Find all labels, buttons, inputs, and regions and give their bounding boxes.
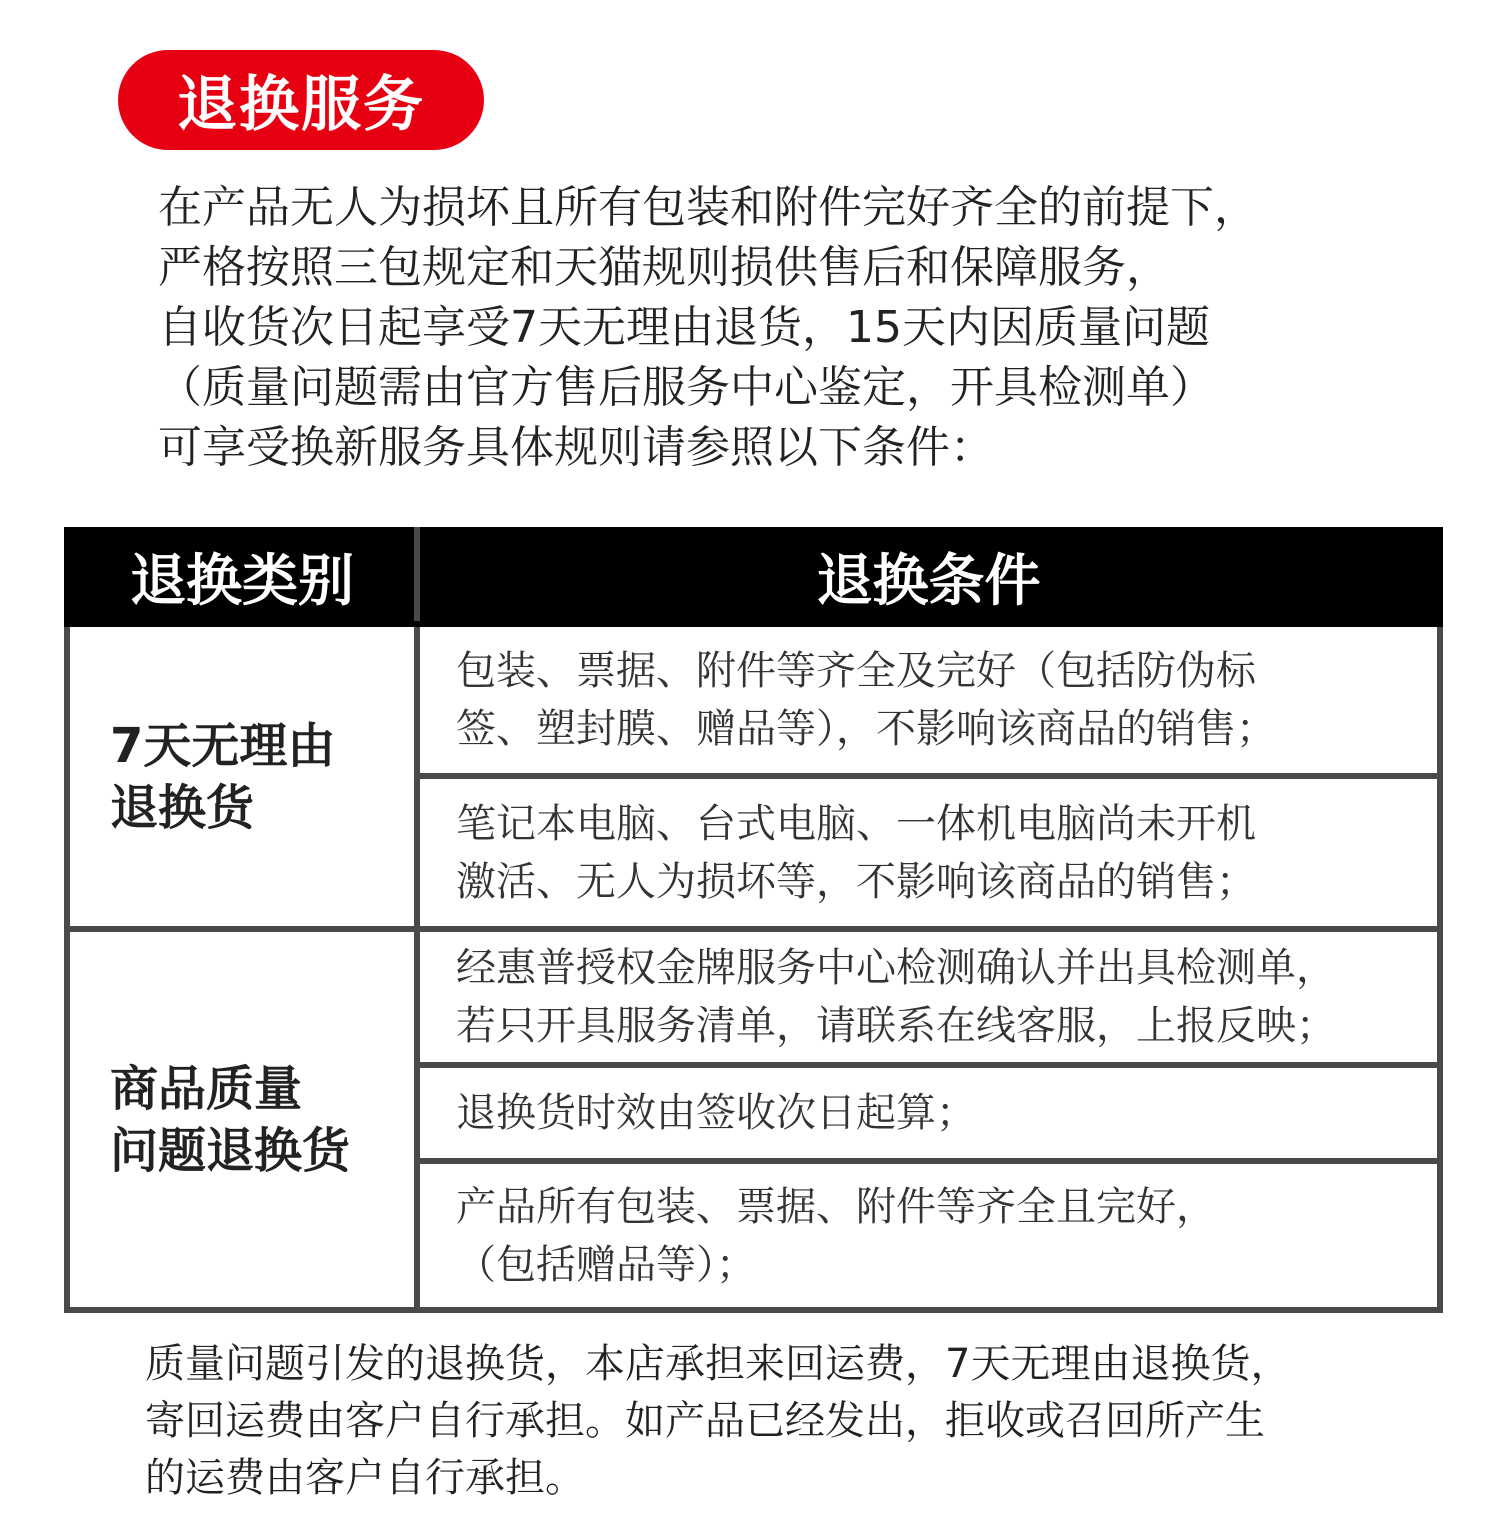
condition-line: 签、塑封膜、赠品等），不影响该商品的销售； (456, 706, 1276, 752)
condition-cell (417, 624, 1440, 776)
footer-note (145, 1336, 1465, 1507)
intro-paragraph (158, 178, 1458, 478)
header-conditions: 退换条件 (417, 530, 1440, 624)
table-row (67, 929, 1440, 1065)
condition-line: （包括赠品等）； (456, 1241, 756, 1288)
intro-line: 严格按照三包规定和天猫规则损供售后和保障服务， (158, 242, 1170, 293)
footer-line: 的运费由客户自行承担。 (145, 1455, 585, 1501)
table-header-row (67, 530, 1440, 624)
category-line: 7天无理由 (110, 717, 336, 774)
condition-line: 笔记本电脑、台式电脑、一体机电脑尚未开机 (456, 800, 1256, 847)
condition-cell (417, 929, 1440, 1065)
condition-line: 经惠普授权金牌服务中心检测确认并出具检测单， (456, 945, 1336, 991)
footer-line: 寄回运费由客户自行承担。如产品已经发出，拒收或召回所产生 (145, 1398, 1265, 1444)
condition-cell (417, 776, 1440, 929)
intro-line: 可享受换新服务具体规则请参照以下条件： (158, 422, 994, 473)
condition-line: 激活、无人为损坏等，不影响该商品的销售； (456, 858, 1256, 905)
condition-line: 产品所有包装、票据、附件等齐全且完好， (456, 1183, 1216, 1230)
page-title: 退换服务 (177, 70, 425, 140)
condition-cell (417, 1161, 1440, 1310)
title-badge (118, 50, 484, 150)
category-cell (67, 929, 417, 1310)
intro-line: 自收货次日起享受7天无理由退货，15天内因质量问题 (158, 302, 1210, 353)
category-line: 问题退换货 (110, 1122, 351, 1179)
condition-line: 包装、票据、附件等齐全及完好（包括防伪标 (456, 648, 1256, 694)
category-line: 退换货 (110, 779, 255, 836)
condition-line: 退换货时效由签收次日起算； (456, 1090, 976, 1136)
header-category: 退换类别 (67, 530, 417, 624)
intro-line: （质量问题需由官方售后服务中心鉴定，开具检测单） (158, 362, 1214, 413)
category-cell (67, 624, 417, 929)
intro-line: 在产品无人为损坏且所有包装和附件完好齐全的前提下， (158, 182, 1258, 233)
category-line: 商品质量 (110, 1060, 303, 1117)
return-policy-table (64, 527, 1443, 1313)
condition-cell (417, 1065, 1440, 1161)
condition-line: 若只开具服务清单，请联系在线客服，上报反映； (456, 1003, 1336, 1049)
table-row (67, 624, 1440, 776)
footer-line: 质量问题引发的退换货，本店承担来回运费，7天无理由退换货， (145, 1341, 1291, 1387)
